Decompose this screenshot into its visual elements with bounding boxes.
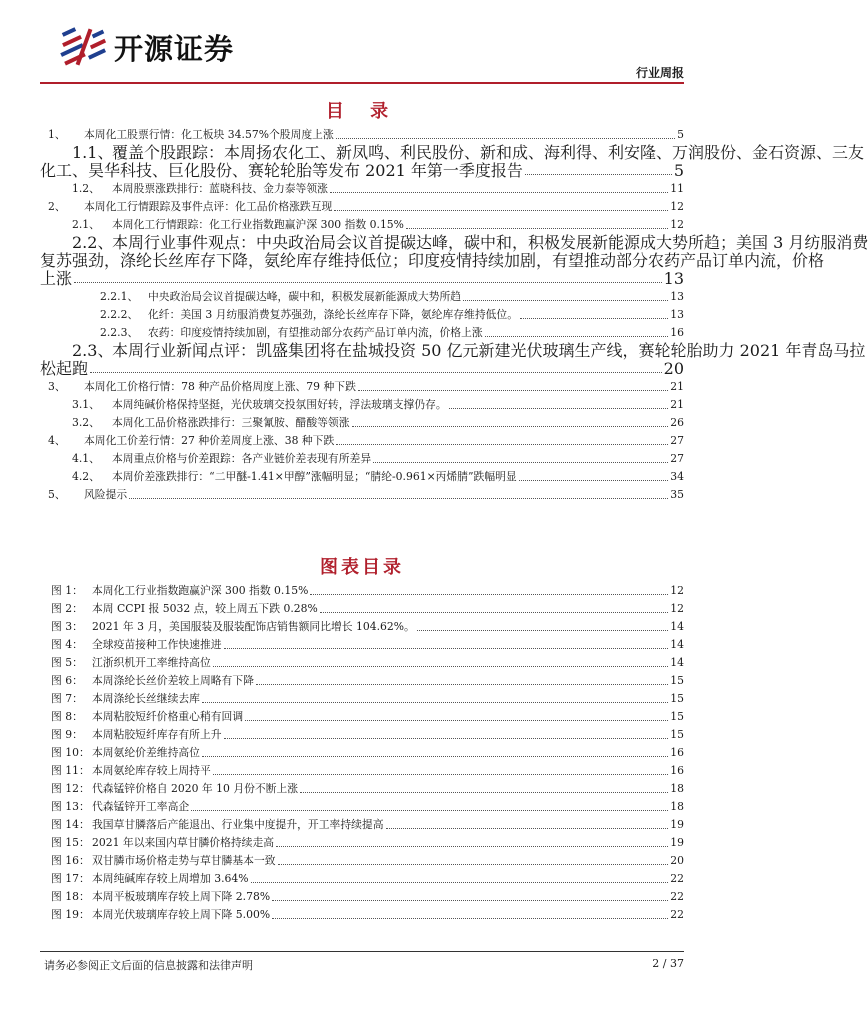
figure-title: 2021 年以来国内草甘膦价格持续走高: [92, 836, 275, 849]
toc-entry-title: 本周重点价格与价差跟踪：各产业链价差表现有所差异: [112, 452, 372, 465]
toc-entry-number: 2.2.2、: [100, 308, 139, 321]
figure-page: 19: [670, 836, 684, 849]
figure-entry[interactable]: [40, 888, 684, 906]
dot-leader: [310, 594, 668, 595]
toc-entry[interactable]: [40, 216, 684, 234]
report-type-label: 行业周报: [635, 66, 684, 80]
toc-entry-number: 2、: [48, 200, 66, 213]
figure-page: 14: [670, 620, 684, 633]
figure-list-heading: 图表目录: [320, 557, 404, 578]
toc-entry-page: 13: [670, 308, 684, 321]
figure-number: 图 12：: [51, 782, 90, 795]
dot-leader: [330, 192, 668, 193]
figure-entry[interactable]: [40, 744, 684, 762]
toc-entry-number: 2.2.3、: [100, 326, 139, 339]
toc-entry-number: 4、: [48, 434, 66, 447]
toc-entry-number: 2.2.1、: [100, 290, 139, 303]
toc-entry[interactable]: [40, 180, 684, 198]
toc-entry[interactable]: [40, 126, 684, 144]
toc-entry-page: 12: [670, 218, 684, 231]
toc-entry[interactable]: [40, 378, 684, 396]
toc-entry-number: 4.1、: [72, 452, 100, 465]
toc-entry-title: 本周行业新闻点评：凯盛集团将在盐城投资 50 亿元新建光伏玻璃生产线，赛轮轮胎助力 2021 年青岛马拉: [112, 341, 866, 360]
footer-disclaimer: 请务必参阅正文后面的信息披露和法律声明: [44, 959, 253, 972]
toc-entry[interactable]: [40, 143, 865, 180]
dot-leader: [129, 498, 668, 499]
dot-leader: [336, 444, 668, 445]
figure-number: 图 4：: [51, 638, 83, 651]
toc-entry-title: 农药：印度疫情持续加剧，有望推动部分农药产品订单内流，价格上涨: [148, 326, 483, 339]
figure-number: 图 8：: [51, 710, 83, 723]
figure-page: 12: [670, 584, 684, 597]
figure-title: 本周化工行业指数跑赢沪深 300 指数 0.15%: [92, 584, 309, 597]
figure-title: 全球疫苗接种工作快速推进: [92, 638, 222, 651]
header-divider: [40, 82, 684, 84]
dot-leader: [485, 336, 669, 337]
toc-entry-page: 27: [670, 434, 684, 447]
figure-number: 图 13：: [51, 800, 90, 813]
figure-page: 19: [670, 818, 684, 831]
dot-leader: [300, 792, 668, 793]
dot-leader: [224, 648, 669, 649]
figure-title: 代森锰锌开工率高企: [92, 800, 190, 813]
figure-number: 图 3：: [51, 620, 83, 633]
figure-page: 15: [670, 674, 684, 687]
dot-leader: [90, 372, 662, 373]
toc-entry-page: 16: [670, 326, 684, 339]
toc-entry-page: 20: [663, 359, 684, 378]
dot-leader: [525, 174, 672, 175]
toc-entry-title-cont: 化工、昊华科技、巨化股份、赛轮轮胎等发布 2021 年第一季度报告: [40, 161, 523, 180]
dot-leader: [336, 138, 675, 139]
figure-page: 12: [670, 602, 684, 615]
dot-leader: [224, 738, 669, 739]
figure-page: 18: [670, 800, 684, 813]
figure-title: 本周氨纶价差维持高位: [92, 746, 200, 759]
figure-number: 图 17：: [51, 872, 90, 885]
figure-entry[interactable]: [40, 690, 684, 708]
figure-entry[interactable]: [40, 672, 684, 690]
toc-entry-page: 5: [677, 128, 684, 141]
dot-leader: [463, 300, 668, 301]
dot-leader: [278, 864, 669, 865]
toc-entry-number: 1.2、: [72, 182, 100, 195]
figure-list: [40, 582, 684, 924]
figure-page: 22: [670, 908, 684, 921]
toc-entry-title: 本周化工价差行情：27 种价差周度上涨、38 种下跌: [84, 434, 335, 447]
toc-entry[interactable]: [40, 396, 684, 414]
toc-entry-title: 本周价差涨跌排行：“二甲醚-1.41×甲醇”涨幅明显；“腈纶-0.961×丙烯腈”跌幅明显: [112, 470, 517, 483]
toc-entry-page: 11: [670, 182, 684, 195]
dot-leader: [358, 390, 668, 391]
figure-entry[interactable]: [40, 726, 684, 744]
brand-logo-icon: [58, 24, 110, 70]
dot-leader: [276, 846, 668, 847]
toc-entry[interactable]: [40, 468, 684, 486]
toc-entry-number: 1.1、: [72, 143, 114, 162]
figure-page: 15: [670, 692, 684, 705]
toc-entry[interactable]: [40, 306, 684, 324]
dot-leader: [417, 630, 668, 631]
toc-entry-number: 2.3、: [72, 341, 114, 360]
toc-entry[interactable]: [40, 288, 684, 306]
dot-leader: [191, 810, 668, 811]
dot-leader: [352, 426, 669, 427]
toc-entry-page: 35: [670, 488, 684, 501]
figure-number: 图 1：: [51, 584, 83, 597]
toc-entry-title: 本周化工股票行情：化工板块 34.57%个股周度上涨: [84, 128, 334, 141]
figure-page: 22: [670, 890, 684, 903]
brand-name: 开源证券: [114, 31, 235, 66]
figure-entry[interactable]: [40, 762, 684, 780]
toc-entry-page: 26: [670, 416, 684, 429]
figure-title: 本周纯碱库存较上周增加 3.64%: [92, 872, 249, 885]
figure-entry[interactable]: [40, 618, 684, 636]
figure-page: 16: [670, 764, 684, 777]
dot-leader: [245, 720, 668, 721]
figure-page: 14: [670, 638, 684, 651]
figure-entry[interactable]: [40, 600, 684, 618]
toc-entry-page: 21: [670, 398, 684, 411]
toc-entry[interactable]: [40, 450, 684, 468]
toc-entry-page: 13: [663, 269, 684, 288]
toc-entry-title: 本周化工品价格涨跌排行：三聚氰胺、醋酸等领涨: [112, 416, 350, 429]
toc-entry-number: 5、: [48, 488, 66, 501]
toc-entry-number: 1、: [48, 128, 66, 141]
toc-entry-title: 本周纯碱价格保持坚挺，光伏玻璃交投氛围好转，浮法玻璃支撑仍存。: [112, 398, 447, 411]
figure-entry[interactable]: [40, 582, 684, 600]
brand-logo: [58, 22, 234, 72]
toc-entry-title: 风险提示: [84, 488, 128, 501]
toc-entry[interactable]: [40, 432, 684, 450]
dot-leader: [202, 702, 668, 703]
toc-entry[interactable]: [40, 324, 684, 342]
figure-title: 本周氨纶库存较上周持平: [92, 764, 211, 777]
toc-list: [40, 126, 868, 504]
figure-page: 14: [670, 656, 684, 669]
figure-page: 15: [670, 710, 684, 723]
figure-entry[interactable]: [40, 636, 684, 654]
figure-page: 22: [670, 872, 684, 885]
toc-entry-page: 21: [670, 380, 684, 393]
dot-leader: [213, 666, 668, 667]
dot-leader: [334, 210, 668, 211]
dot-leader: [213, 774, 668, 775]
figure-title: 本周粘胶短纤价格重心稍有回调: [92, 710, 244, 723]
figure-page: 20: [670, 854, 684, 867]
figure-title: 本周涤纶长丝价差较上周略有下降: [92, 674, 254, 687]
toc-entry[interactable]: [40, 233, 868, 288]
figure-number: 图 14：: [51, 818, 90, 831]
dot-leader: [251, 882, 669, 883]
toc-heading: 目 录: [325, 101, 399, 122]
figure-entry[interactable]: [40, 780, 684, 798]
figure-number: 图 18：: [51, 890, 90, 903]
figure-number: 图 6：: [51, 674, 83, 687]
toc-entry-page: 12: [670, 200, 684, 213]
toc-entry-number: 3.2、: [72, 416, 100, 429]
toc-entry-number: 2.1、: [72, 218, 100, 231]
dot-leader: [256, 684, 668, 685]
page-number: 2 / 37: [652, 957, 684, 970]
figure-title: 双甘膦市场价格走势与草甘膦基本一致: [92, 854, 276, 867]
figure-page: 15: [670, 728, 684, 741]
figure-number: 图 7：: [51, 692, 83, 705]
toc-entry[interactable]: [40, 341, 866, 378]
toc-entry-title: 本周行业事件观点：中央政治局会议首提碳达峰，碳中和，积极发展新能源成大势所趋；美国 3 月纺服消费: [112, 233, 868, 252]
figure-title: 2021 年 3 月，美国服装及服装配饰店销售额同比增长 104.62%。: [92, 620, 415, 633]
dot-leader: [449, 408, 669, 409]
figure-entry[interactable]: [40, 654, 684, 672]
figure-number: 图 5：: [51, 656, 83, 669]
figure-page: 18: [670, 782, 684, 795]
figure-number: 图 10：: [51, 746, 90, 759]
toc-entry-number: 4.2、: [72, 470, 100, 483]
figure-title: 我国草甘膦落后产能退出、行业集中度提升，开工率持续提高: [92, 818, 384, 831]
dot-leader: [272, 918, 668, 919]
toc-entry-page: 34: [670, 470, 684, 483]
toc-entry-page: 27: [670, 452, 684, 465]
figure-title: 本周涤纶长丝继续去库: [92, 692, 200, 705]
toc-entry-title: 本周化工行情跟踪及事件点评：化工品价格涨跌互现: [84, 200, 333, 213]
toc-entry-number: 3、: [48, 380, 66, 393]
dot-leader: [74, 282, 662, 283]
toc-entry-title: 中央政治局会议首提碳达峰，碳中和，积极发展新能源成大势所趋: [148, 290, 462, 303]
dot-leader: [202, 756, 668, 757]
toc-entry-page: 5: [673, 161, 684, 180]
toc-entry-number: 2.2、: [72, 233, 114, 252]
dot-leader: [386, 828, 669, 829]
figure-entry[interactable]: [40, 906, 684, 924]
toc-entry-title: 本周股票涨跌排行：蓝晓科技、金力泰等领涨: [112, 182, 328, 195]
figure-number: 图 2：: [51, 602, 83, 615]
figure-entry[interactable]: [40, 870, 684, 888]
toc-entry-title: 化纤：美国 3 月纺服消费复苏强劲，涤纶长丝库存下降，氨纶库存维持低位。: [148, 308, 519, 321]
dot-leader: [406, 228, 668, 229]
figure-title: 本周粘胶短纤库存有所上升: [92, 728, 222, 741]
figure-title: 本周 CCPI 报 5032 点，较上周五下跌 0.28%: [92, 602, 318, 615]
toc-entry-title-cont: 松起跑: [40, 359, 89, 378]
figure-title: 本周光伏玻璃库存较上周下降 5.00%: [92, 908, 271, 921]
figure-entry[interactable]: [40, 834, 684, 852]
dot-leader: [320, 612, 668, 613]
figure-entry[interactable]: [40, 798, 684, 816]
figure-number: 图 9：: [51, 728, 83, 741]
toc-entry-title-cont: 上涨: [40, 269, 73, 288]
toc-entry[interactable]: [40, 198, 684, 216]
toc-entry[interactable]: [40, 486, 684, 504]
figure-entry[interactable]: [40, 708, 684, 726]
figure-number: 图 16：: [51, 854, 90, 867]
figure-number: 图 19：: [51, 908, 90, 921]
dot-leader: [272, 900, 668, 901]
figure-title: 江浙织机开工率维持高位: [92, 656, 211, 669]
toc-entry-number: 3.1、: [72, 398, 100, 411]
toc-entry-title: 覆盖个股跟踪：本周扬农化工、新凤鸣、利民股份、新和成、海利得、利安隆、万润股份、金石资源、三友: [112, 143, 865, 162]
dot-leader: [519, 480, 669, 481]
toc-entry-page: 13: [670, 290, 684, 303]
toc-entry[interactable]: [40, 414, 684, 432]
figure-entry[interactable]: [40, 852, 684, 870]
figure-title: 本周平板玻璃库存较上周下降 2.78%: [92, 890, 271, 903]
figure-number: 图 11：: [51, 764, 90, 777]
figure-title: 代森锰锌价格自 2020 年 10 月份不断上涨: [92, 782, 299, 795]
toc-entry-title-cont: 复苏强劲，涤纶长丝库存下降，氨纶库存维持低位；印度疫情持续加剧，有望推动部分农药产品订单内流，价格: [40, 251, 825, 270]
toc-entry-title: 本周化工价格行情：78 种产品价格周度上涨、79 种下跌: [84, 380, 356, 393]
figure-entry[interactable]: [40, 816, 684, 834]
toc-entry-title: 本周化工行情跟踪：化工行业指数跑赢沪深 300 指数 0.15%: [112, 218, 404, 231]
figure-number: 图 15：: [51, 836, 90, 849]
footer-divider: [40, 951, 684, 952]
figure-page: 16: [670, 746, 684, 759]
dot-leader: [520, 318, 668, 319]
dot-leader: [373, 462, 668, 463]
